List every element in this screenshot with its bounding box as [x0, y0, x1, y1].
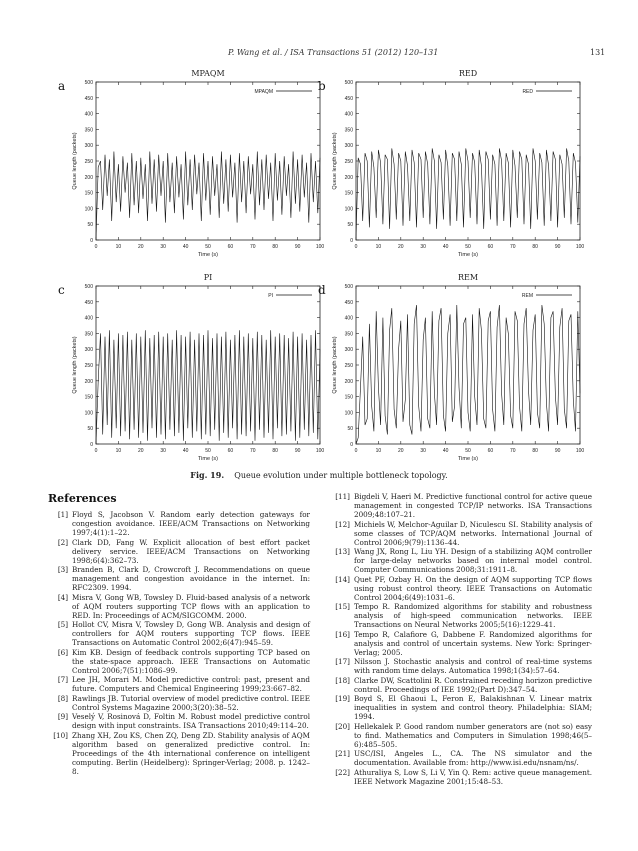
references-left-column: [48, 510, 310, 776]
y-tick-label: 250: [84, 363, 93, 369]
legend-label: RED: [522, 89, 533, 95]
x-tick-label: 10: [375, 448, 382, 454]
y-tick-label: 150: [344, 190, 353, 197]
y-tick-label: 200: [344, 378, 353, 385]
reference-text: Veselý V, Rosinová D, Foltin M. Robust model predictive control design with input constraints. ISA Transactions 2010;49:114–20.: [72, 712, 310, 730]
x-tick-label: 0: [94, 244, 98, 250]
reference-item: [330, 602, 592, 629]
reference-item: [330, 749, 592, 767]
chart-panel-c: [58, 270, 330, 470]
y-tick-label: 450: [344, 299, 353, 306]
reference-text: Boyd S, El Ghaoui L, Feron E, Balakishnan V. Linear matrix inequalities in system and control theory. Philadelphia: SIAM; 1994.: [354, 694, 592, 721]
y-tick-label: 50: [347, 222, 353, 229]
x-tick-label: 80: [532, 244, 538, 250]
y-tick-label: 350: [344, 127, 353, 134]
y-tick-label: 300: [344, 143, 353, 150]
x-tick-label: 100: [315, 448, 325, 454]
x-tick-label: 40: [442, 448, 449, 454]
series-line: [356, 305, 580, 444]
reference-item: [48, 675, 310, 693]
page-number: 131: [590, 48, 606, 57]
x-tick-label: 20: [398, 244, 404, 250]
chart-svg-a: [58, 66, 330, 266]
x-tick-label: 90: [554, 448, 561, 454]
y-tick-label: 50: [87, 426, 93, 433]
reference-text: Clark DD, Fang W. Explicit allocation of best effort packet delivery service. IEEE/ACM Transactions on Networking 1998;6(4):362–73.: [72, 537, 310, 565]
y-tick-label: 400: [84, 111, 93, 118]
x-tick-label: 40: [182, 244, 189, 250]
y-tick-label: 350: [84, 331, 93, 338]
x-axis-label: Time (s): [198, 456, 218, 462]
x-tick-label: 60: [487, 244, 494, 250]
panel-letter: d: [318, 283, 326, 297]
chart-panel-d: [315, 270, 590, 470]
reference-number: [22]: [335, 767, 350, 777]
x-tick-label: 70: [510, 244, 516, 250]
figure-caption-text: Queue evolution under multiple bottleneck topology.: [234, 471, 448, 480]
chart-title: MPAQM: [191, 69, 225, 78]
reference-number: [21]: [335, 749, 350, 758]
y-tick-label: 400: [84, 315, 93, 322]
chart-svg-b: [315, 66, 590, 266]
x-tick-label: 80: [272, 448, 278, 454]
reference-number: [2]: [57, 537, 68, 547]
x-tick-label: 30: [160, 448, 166, 454]
x-tick-label: 80: [532, 448, 538, 454]
x-tick-label: 30: [420, 244, 426, 250]
reference-item: [48, 565, 310, 592]
y-tick-label: 450: [84, 299, 93, 306]
reference-text: USC/ISI, Angeles L., CA. The NS simulator and the documentation. Available from: http://www.isi.edu/nsnam/ns/.: [354, 749, 592, 767]
x-tick-label: 40: [182, 448, 189, 454]
x-tick-label: 80: [272, 244, 278, 250]
x-axis-label: Time (s): [198, 252, 218, 258]
x-tick-label: 30: [160, 244, 166, 250]
x-tick-label: 100: [575, 244, 585, 250]
x-tick-label: 90: [294, 448, 301, 454]
y-tick-label: 500: [84, 284, 93, 290]
y-tick-label: 50: [87, 222, 93, 229]
x-tick-label: 10: [115, 448, 122, 454]
reference-item: [48, 712, 310, 730]
x-tick-label: 50: [465, 244, 471, 250]
reference-text: Hellekalek P. Good random number generators are (not so) easy to find. Mathematics and Computers in Simulation 1998;46(5–6):485–505.: [354, 721, 592, 749]
y-tick-label: 200: [84, 378, 93, 385]
y-tick-label: 450: [344, 95, 353, 102]
y-tick-label: 150: [344, 394, 353, 401]
reference-item: [330, 630, 592, 657]
reference-item: [330, 722, 592, 749]
y-tick-label: 450: [84, 95, 93, 102]
x-tick-label: 100: [575, 448, 585, 454]
reference-number: [10]: [53, 730, 68, 740]
reference-number: [18]: [335, 675, 350, 685]
reference-text: Zhang XH, Zou KS, Chen ZQ, Deng ZD. Stability analysis of AQM algorithm based on generalized predictive control. In: Proceedings of the 4th international conference on intelligent computing. Berlin (Heidelberg): Springer-Verlag; 2008. p. 1242–8.: [72, 730, 310, 776]
reference-item: [48, 648, 310, 675]
figure-caption: [0, 470, 638, 480]
x-tick-label: 20: [138, 244, 144, 250]
chart-panel-a: [58, 66, 330, 266]
references-heading: References: [48, 492, 117, 505]
y-tick-label: 350: [84, 127, 93, 134]
y-tick-label: 300: [84, 347, 93, 354]
panel-letter: b: [318, 79, 326, 93]
reference-text: Tempo R. Randomized algorithms for stability and robustness analysis of high-speed communication networks. IEEE Transactions on Neural Networks 2005;5(16):1229–41.: [354, 602, 592, 629]
y-tick-label: 100: [84, 206, 93, 213]
reference-item: [330, 676, 592, 694]
x-tick-label: 50: [205, 448, 211, 454]
legend-label: REM: [521, 293, 533, 299]
reference-text: Quet PF, Ozbay H. On the design of AQM supporting TCP flows using robust control theory. IEEE Transactions on Automatic Control 2004;6(49):1031–6.: [354, 574, 592, 602]
reference-number: [8]: [57, 693, 68, 703]
y-tick-label: 0: [350, 238, 353, 244]
reference-number: [4]: [57, 592, 68, 602]
reference-number: [7]: [57, 675, 68, 684]
reference-item: [330, 657, 592, 675]
legend-label: PI: [268, 293, 273, 299]
series-line: [356, 148, 580, 240]
reference-number: [15]: [335, 602, 350, 611]
reference-number: [19]: [335, 694, 350, 703]
x-tick-label: 70: [510, 448, 516, 454]
y-tick-label: 200: [84, 174, 93, 181]
reference-number: [6]: [57, 647, 68, 657]
reference-number: [12]: [335, 519, 350, 529]
y-tick-label: 400: [344, 111, 353, 118]
reference-number: [1]: [57, 510, 68, 519]
y-tick-label: 300: [344, 347, 353, 354]
reference-item: [48, 694, 310, 712]
reference-text: Floyd S, Jacobson V. Random early detection gateways for congestion avoidance. IEEE/ACM Transactions on Networking 1997;4(1):1–22.: [72, 510, 310, 537]
reference-number: [16]: [335, 629, 350, 639]
panel-letter: c: [58, 283, 65, 297]
x-tick-label: 60: [227, 244, 234, 250]
reference-number: [13]: [335, 547, 350, 556]
y-tick-label: 500: [84, 80, 93, 86]
reference-item: [330, 492, 592, 519]
reference-text: Tempo R, Calafiore G, Dabbene F. Randomized algorithms for analysis and control of uncertain systems. New York: Springer-Verlag; 2005.: [354, 629, 592, 657]
x-tick-label: 40: [442, 244, 449, 250]
x-tick-label: 90: [554, 244, 561, 250]
y-tick-label: 200: [344, 174, 353, 181]
reference-item: [48, 538, 310, 565]
y-tick-label: 0: [90, 238, 93, 244]
reference-item: [48, 620, 310, 647]
figure-caption-label: Fig. 19.: [190, 470, 225, 480]
x-axis-label: Time (s): [458, 252, 478, 258]
reference-text: Nilsson J. Stochastic analysis and control of real-time systems with random time delays. Automatica 1998;1(34):57–64.: [354, 657, 592, 675]
x-tick-label: 30: [420, 448, 426, 454]
series-line: [96, 152, 320, 241]
y-tick-label: 250: [344, 159, 353, 165]
reference-item: [330, 768, 592, 786]
y-tick-label: 0: [90, 442, 93, 448]
reference-text: Bigdeli V, Haeri M. Predictive functional control for active queue management in congested TCP/IP networks. ISA Transactions 2009;48:107–21.: [354, 492, 592, 519]
reference-text: Kim KB. Design of feedback controls supporting TCP based on the state-space approach. IEEE Transactions on Automatic Control 2006;7(51):1086–99.: [72, 647, 310, 675]
reference-text: Lee JH, Morari M. Model predictive control: past, present and future. Computers and Chemical Engineering 1999;23:667–82.: [72, 675, 310, 693]
x-tick-label: 60: [227, 448, 234, 454]
reference-item: [330, 520, 592, 547]
running-header: P. Wang et al. / ISA Transactions 51 (2012) 120–131: [228, 48, 439, 57]
reference-item: [330, 575, 592, 602]
x-tick-label: 10: [375, 244, 382, 250]
reference-item: [48, 593, 310, 620]
x-tick-label: 0: [354, 244, 358, 250]
y-tick-label: 100: [84, 410, 93, 417]
reference-text: Misra V, Gong WB, Towsley D. Fluid-based analysis of a network of AQM routers supporting TCP flows with an application to RED. In: Proceedings of ACM/SIGCOMM. 2000.: [72, 592, 310, 620]
x-tick-label: 70: [250, 448, 256, 454]
x-tick-label: 0: [354, 448, 358, 454]
plot-frame: [96, 286, 320, 444]
chart-svg-c: [58, 270, 330, 470]
x-tick-label: 20: [138, 448, 144, 454]
x-tick-label: 50: [205, 244, 211, 250]
x-tick-label: 0: [94, 448, 98, 454]
reference-number: [14]: [335, 574, 350, 584]
chart-title: REM: [457, 273, 479, 282]
reference-text: Branden B, Clark D, Crowcroft J. Recommendations on queue management and congestion avoidance in the internet. In: RFC2309. 1994.: [72, 565, 310, 592]
reference-text: Clarke DW, Scattolini R. Constrained receding horizon predictive control. Proceedings of IEE 1992;(Part D):347–54.: [354, 675, 592, 694]
y-axis-label: Queue length (packets): [72, 336, 78, 394]
chart-svg-d: [315, 270, 590, 470]
y-tick-label: 300: [84, 143, 93, 150]
y-tick-label: 150: [84, 190, 93, 197]
chart-title: PI: [203, 273, 213, 282]
y-tick-label: 50: [347, 426, 353, 433]
references-right-column: [330, 492, 592, 786]
reference-item: [48, 731, 310, 776]
x-tick-label: 70: [250, 244, 256, 250]
reference-text: Athuraliya S, Low S, Li V, Yin Q. Rem: active queue management. IEEE Network Magazine 2001;15:48–53.: [354, 767, 592, 786]
reference-number: [17]: [335, 657, 350, 666]
reference-text: Wang JX, Rong L, Liu YH. Design of a stabilizing AQM controller for large-delay networks based on internal model control. Computer Communications 2008;31:1911–8.: [354, 547, 592, 574]
series-line: [96, 330, 320, 444]
reference-item: [330, 694, 592, 721]
reference-number: [3]: [57, 565, 68, 574]
reference-number: [9]: [57, 712, 68, 721]
y-tick-label: 100: [344, 206, 353, 213]
plot-frame: [356, 286, 580, 444]
y-tick-label: 0: [350, 442, 353, 448]
y-tick-label: 500: [344, 80, 353, 86]
x-tick-label: 90: [294, 244, 301, 250]
chart-panel-b: [315, 66, 590, 266]
x-tick-label: 20: [398, 448, 404, 454]
x-tick-label: 60: [487, 448, 494, 454]
chart-title: RED: [458, 69, 478, 78]
y-tick-label: 400: [344, 315, 353, 322]
reference-number: [5]: [57, 620, 68, 629]
y-tick-label: 350: [344, 331, 353, 338]
reference-item: [48, 510, 310, 537]
y-tick-label: 250: [344, 363, 353, 369]
reference-number: [11]: [335, 492, 350, 501]
y-axis-label: Queue length (packets): [332, 132, 338, 190]
y-tick-label: 500: [344, 284, 353, 290]
reference-number: [20]: [335, 721, 350, 731]
y-tick-label: 150: [84, 394, 93, 401]
reference-text: Michiels W, Melchor-Aguilar D, Niculescu SI. Stability analysis of some classes of TCP/AQM networks. International Journal of Control 2006;9(79):1136–44.: [354, 519, 592, 547]
x-tick-label: 100: [315, 244, 325, 250]
y-axis-label: Queue length (packets): [72, 132, 78, 190]
x-tick-label: 10: [115, 244, 122, 250]
x-tick-label: 50: [465, 448, 471, 454]
legend-label: MPAQM: [254, 89, 273, 95]
reference-text: Rawlings JB. Tutorial overview of model predictive control. IEEE Control Systems Magazine 2000;3(20):38–52.: [72, 693, 310, 712]
x-axis-label: Time (s): [458, 456, 478, 462]
y-tick-label: 250: [84, 159, 93, 165]
reference-text: Hollot CV, Misra V, Towsley D, Gong WB. Analysis and design of controllers for AQM routers supporting TCP flows. IEEE Transactions on Automatic Control 2002;6(47):945–59.: [72, 620, 310, 647]
y-tick-label: 100: [344, 410, 353, 417]
y-axis-label: Queue length (packets): [332, 336, 338, 394]
reference-item: [330, 547, 592, 574]
panel-letter: a: [58, 79, 66, 93]
